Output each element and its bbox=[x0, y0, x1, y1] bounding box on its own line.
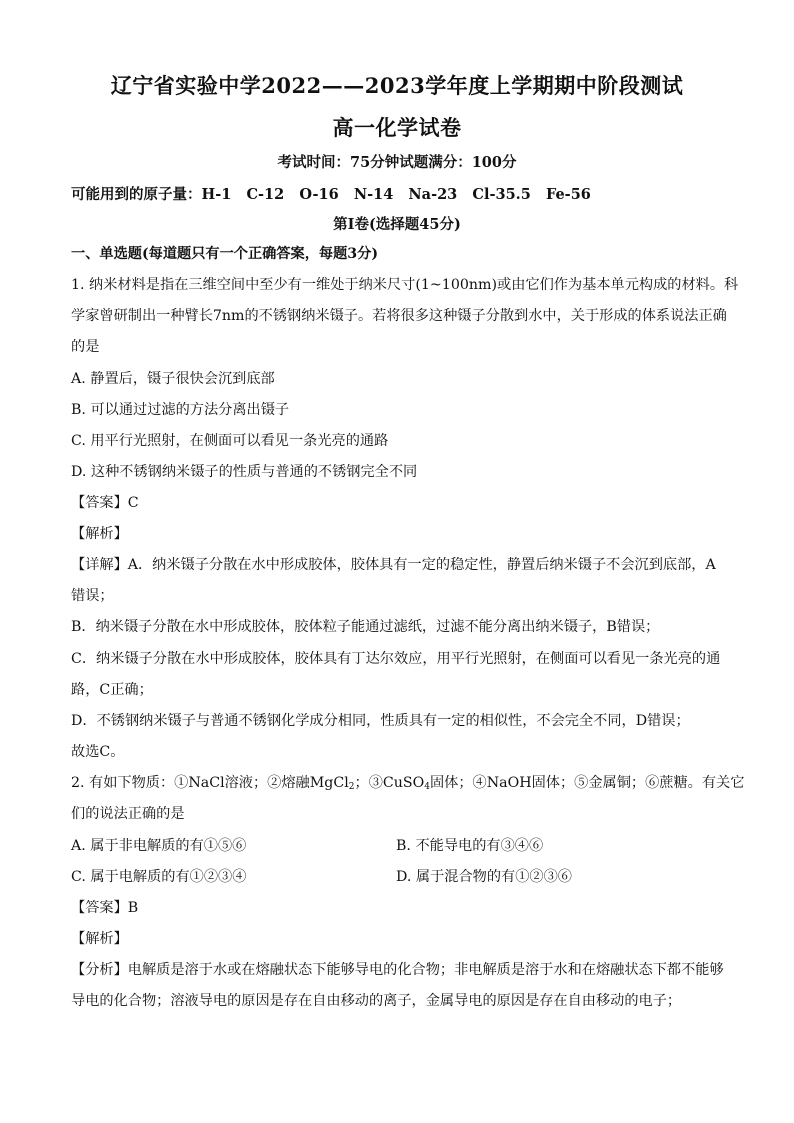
part-heading: 一、单选题(每道题只有一个正确答案，每题3分) bbox=[71, 246, 379, 262]
q2-option-c: C. 属于电解质的有①②③④ bbox=[71, 869, 247, 885]
q1-detail-1-cont: 错误； bbox=[71, 588, 114, 604]
q1-detail-2: B．纳米镊子分散在水中形成胶体，胶体粒子能通过滤纸，过滤不能分离出纳米镊子，B错误； bbox=[71, 619, 660, 635]
q1-option-b: B. 可以通过过滤的方法分离出镊子 bbox=[71, 402, 290, 418]
q1-detail-4: D．不锈钢纳米镊子与普通不锈钢化学成分相同，性质具有一定的相似性，不会完全不同，D错误； bbox=[71, 713, 690, 729]
q1-option-a: A. 静置后，镊子很快会沉到底部 bbox=[71, 371, 275, 387]
q2-subscript-mgcl2: 2 bbox=[348, 782, 355, 792]
q2-stem-part-c: 固体；④NaOH固体；⑤金属铜；⑥蔗糖。有关它 bbox=[429, 775, 745, 791]
q2-stem-line1 bbox=[71, 772, 745, 792]
q2-analysis-label: 【解析】 bbox=[71, 931, 128, 947]
q2-fenxi-line2: 导电的化合物；溶液导电的原因是存在自由移动的离子，金属导电的原因是存在自由移动的电子； bbox=[71, 993, 682, 1009]
exam-info: 考试时间：75分钟试题满分：100分 bbox=[277, 154, 517, 171]
exam-subtitle: 高一化学试卷 bbox=[332, 115, 462, 140]
q1-conclusion: 故选C。 bbox=[71, 744, 125, 760]
q2-option-d: D. 属于混合物的有①②③⑥ bbox=[396, 869, 572, 885]
q2-option-a: A. 属于非电解质的有①⑤⑥ bbox=[71, 838, 247, 854]
q1-option-d: D. 这种不锈钢纳米镊子的性质与普通的不锈钢完全不同 bbox=[71, 464, 418, 480]
q2-stem-part-b: ；③CuSO bbox=[354, 775, 425, 791]
q2-stem-part-a: 2. 有如下物质：①NaCl溶液；②熔融MgCl bbox=[71, 775, 349, 791]
q2-fenxi-line1: 【分析】电解质是溶于水或在熔融状态下能够导电的化合物；非电解质是溶于水和在熔融状态下都不能够 bbox=[71, 962, 724, 978]
q1-detail-1: 【详解】A．纳米镊子分散在水中形成胶体，胶体具有一定的稳定性，静置后纳米镊子不会沉到底部，A bbox=[71, 557, 716, 573]
q1-stem-line2: 学家曾研制出一种臂长7nm的不锈钢纳米镊子。若将很多这种镊子分散到水中，关于形成的体系说法正确 bbox=[71, 308, 727, 324]
q2-stem-line2: 们的说法正确的是 bbox=[71, 806, 185, 822]
q2-answer: 【答案】B bbox=[71, 900, 139, 916]
q1-stem-line1: 1. 纳米材料是指在三维空间中至少有一维处于纳米尺寸(1~100nm)或由它们作为基本单元构成的材料。科 bbox=[71, 277, 739, 293]
section-heading: 第Ⅰ卷(选择题45分) bbox=[333, 216, 461, 233]
q1-analysis-label: 【解析】 bbox=[71, 526, 128, 542]
q2-subscript-cuso4: 4 bbox=[424, 782, 430, 792]
atomic-masses: 可能用到的原子量：H-1 C-12 O-16 N-14 Na-23 Cl-35.5 Fe-56 bbox=[71, 186, 591, 203]
q1-detail-3-cont: 路，C正确； bbox=[71, 682, 153, 698]
q1-answer: 【答案】C bbox=[71, 495, 139, 511]
exam-title: 辽宁省实验中学2022——2023学年度上学期期中阶段测试 bbox=[110, 73, 684, 98]
q2-option-b: B. 不能导电的有③④⑥ bbox=[396, 838, 544, 854]
q1-option-c: C. 用平行光照射，在侧面可以看见一条光亮的通路 bbox=[71, 433, 389, 449]
q1-stem-line3: 的是 bbox=[71, 339, 100, 355]
q1-detail-3: C．纳米镊子分散在水中形成胶体，胶体具有丁达尔效应，用平行光照射，在侧面可以看见一条光亮的通 bbox=[71, 651, 721, 667]
